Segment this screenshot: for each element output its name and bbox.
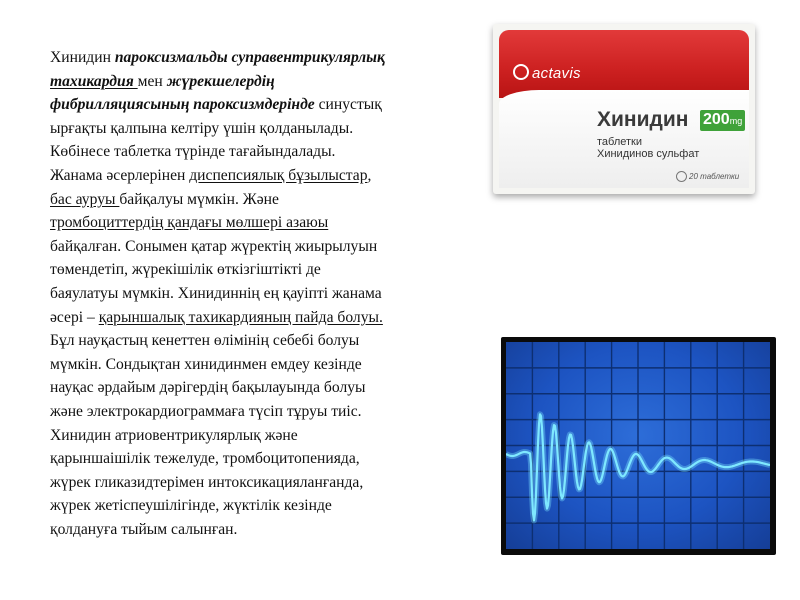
text-run: төмендетіп, жүрекішілік өткізгіштікті де	[50, 261, 321, 279]
text-run: жүрек жетіспеушілігінде, жүктілік кезінде	[50, 497, 332, 515]
text-line	[50, 70, 490, 94]
text-line	[50, 424, 490, 448]
text-run: тромбоциттердің қандағы мөлшері азаюы	[50, 214, 329, 232]
text-run: қарыншаішілік тежелуде, тромбоцитопенияда,	[50, 450, 360, 468]
text-line	[50, 164, 490, 188]
text-run: бас ауруы	[50, 190, 120, 208]
text-line	[50, 117, 490, 141]
brand-logo-icon	[513, 64, 529, 80]
brand-name: actavis	[532, 65, 581, 82]
drug-name: Хинидин	[597, 108, 689, 131]
text-line	[50, 306, 490, 330]
text-line	[50, 140, 490, 164]
text-run: қарыншалық тахикардияның пайда болуы.	[98, 308, 383, 326]
text-line	[50, 46, 490, 70]
oscilloscope-screen	[506, 342, 770, 549]
dose-value: 200	[703, 111, 730, 128]
active-substance: Хинидинов сульфат	[597, 148, 700, 160]
oscilloscope-grid-and-trace	[506, 342, 770, 549]
text-run: Жанама әсерлерінен	[50, 166, 190, 184]
text-run: пароксизмальды суправентрикулярлық	[114, 49, 385, 66]
text-run: және электрокардиограммаға түсіп тұруы тиіс.	[50, 402, 362, 420]
text-line	[50, 93, 490, 117]
text-run: әсері –	[50, 308, 99, 326]
text-line	[50, 494, 490, 518]
text-line	[50, 471, 490, 495]
text-run: баяулатуы мүмкін. Хинидиннің ең қауіпті жанама	[50, 284, 382, 302]
text-run: диспепсиялық бұзылыстар	[189, 166, 368, 184]
text-line	[50, 282, 490, 306]
text-line	[50, 353, 490, 377]
text-run: байқалған. Сонымен қатар жүректің жиырылуын	[50, 237, 378, 255]
text-run: ,	[367, 166, 372, 184]
tablet-count: 20 таблетки	[689, 172, 740, 181]
text-line	[50, 400, 490, 424]
article-text	[50, 46, 490, 541]
text-run: мүмкін. Сондықтан хинидинмен емдеу кезінде	[50, 355, 362, 373]
text-run: фибрилляциясының пароксизмдерінде	[50, 96, 315, 114]
text-run: синустық	[314, 96, 382, 114]
text-line	[50, 188, 490, 212]
text-line	[50, 258, 490, 282]
text-run: мен	[137, 72, 167, 90]
text-run: ырғақты қалпына келтіру үшін қолданылады.	[50, 119, 354, 137]
text-line	[50, 235, 490, 259]
text-run: Хинидин	[50, 49, 115, 66]
text-run: қолдануға тыйым салынған.	[50, 520, 238, 538]
dose-badge	[700, 110, 745, 131]
text-line	[50, 518, 490, 542]
ecg-oscilloscope-photo	[501, 337, 776, 555]
text-line	[50, 211, 490, 235]
dosage-form: таблетки	[597, 136, 643, 148]
text-run: байқалуы мүмкін. Және	[119, 190, 279, 208]
text-run: жүрекшелердің	[166, 72, 275, 90]
text-run: жүрек гликазидтерімен интоксикацияланғанда,	[50, 473, 364, 491]
text-run: Көбінесе таблетка түрінде тағайындалады.	[50, 143, 336, 161]
brand-logo	[513, 64, 581, 82]
text-line	[50, 376, 490, 400]
text-run: науқас әрдайым дәрігердің бақылауында болуы	[50, 379, 366, 397]
text-run: тахикардия	[50, 72, 138, 90]
tablet-count-icon	[676, 171, 687, 182]
text-run: Хинидин атриовентрикулярлық және	[50, 426, 298, 444]
text-line	[50, 447, 490, 471]
drug-package-photo	[493, 24, 755, 194]
text-run: Бұл науқастың кенеттен өлімінің себебі болуы	[50, 332, 360, 350]
text-line	[50, 329, 490, 353]
dose-unit: mg	[729, 116, 743, 126]
